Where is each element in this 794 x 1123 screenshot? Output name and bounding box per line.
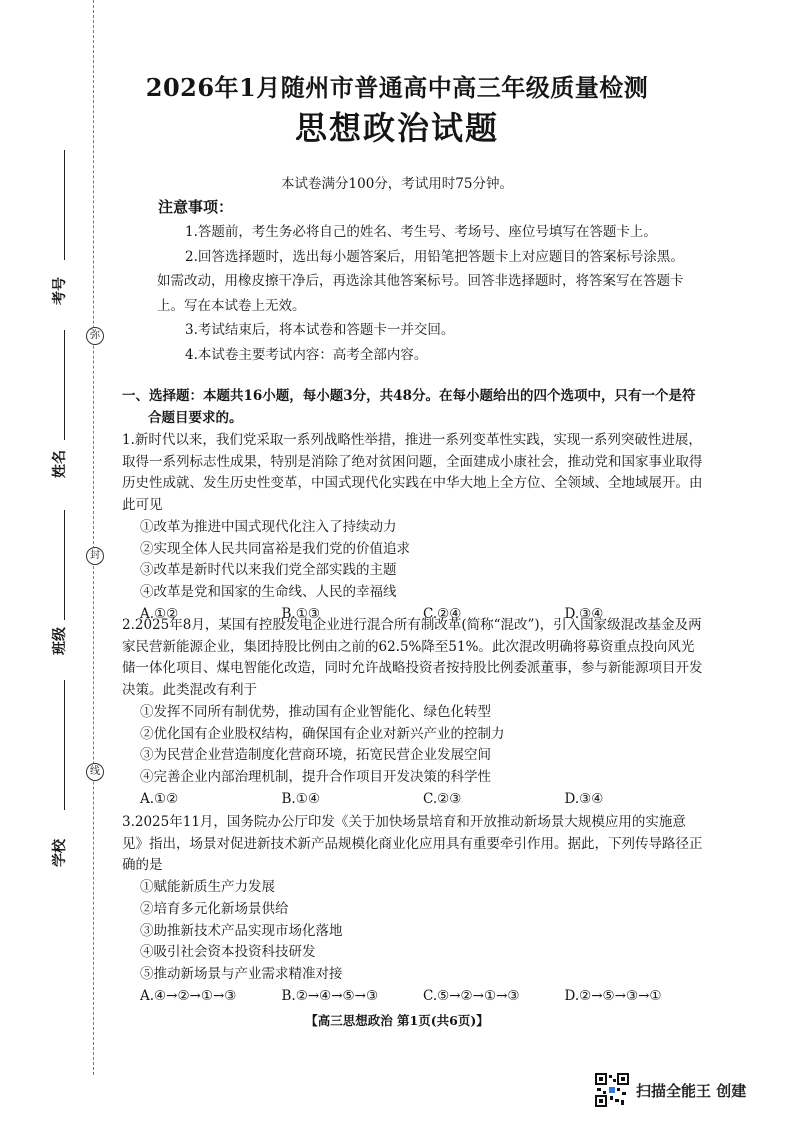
section-heading [122, 385, 702, 429]
name-write-line [64, 330, 66, 440]
seal-xian: 线 [86, 763, 104, 781]
question-option: ③助推新技术产品实现市场化落地 [140, 922, 343, 939]
choice-c: C.⑤→②→①→③ [423, 987, 520, 1004]
side-label-class: 班级 [52, 627, 68, 655]
choice-b: B.①④ [281, 790, 320, 807]
seal-feng: 封 [86, 547, 104, 565]
question-option: ①改革为推进中国式现代化注入了持续动力 [140, 518, 397, 535]
choice-d: D.②→⑤→③→① [564, 987, 662, 1004]
question-stem: 1.新时代以来，我们党采取一系列战略性举措，推进一系列变革性实践，实现一系列突破性进展，取得一系列标志性成果，特别是消除了绝对贫困问题，全面建成小康社会，推动党和国家事业取得历史性成就、发生历史性变革，中国式现代化实践在中华大地上全方位、全领域、全地域展开。由此可见 [122, 432, 703, 514]
question-option: ④改革是党和国家的生命线、人民的幸福线 [140, 583, 397, 600]
scanner-brand-text: 扫描全能王 创建 [636, 1082, 747, 1100]
question-option: ②实现全体人民共同富裕是我们党的价值追求 [140, 540, 410, 557]
school-write-line [64, 680, 66, 810]
notice-list [157, 220, 697, 367]
exam-title: 2026年1月随州市普通高中高三年级质量检测 [145, 73, 649, 102]
notice-item: 3.考试结束后，将本试卷和答题卡一并交回。 [185, 322, 455, 338]
choice-d: D.③④ [564, 790, 604, 807]
choice-a: A.①② [140, 790, 179, 807]
choice-b: B.②→④→⑤→③ [281, 987, 379, 1004]
page-footer: 【高三思想政治 第1页(共6页)】 [305, 1013, 489, 1028]
choice-c: C.②③ [423, 790, 462, 807]
section-heading-line1: 一、选择题：本题共16小题，每小题3分，共48分。在每小题给出的四个选项中，只有一个是符 [122, 388, 696, 404]
question-option: ①发挥不同所有制优势，推动国有企业智能化、绿色化转型 [140, 703, 491, 720]
seal-mi: 弥 [86, 327, 104, 345]
exam-info: 本试卷满分100分，考试用时75分钟。 [281, 176, 513, 192]
binding-dashed-line [93, 0, 95, 1075]
question-stem: 2.2025年8月，某国有控股发电企业进行混合所有制改革(简称“混改”)，引入国家级混改基金及两家民营新能源企业，集团持股比例由之前的62.5%降至51%。此次混改明确将募资重点投向风光储一体化项目、煤电智能化改造，同时允许战略投资者按持股比例委派董事，参与新能源项目开发决策。此类混改有利于 [122, 617, 703, 699]
choice-c: C.②④ [423, 605, 462, 622]
qr-code-icon [595, 1073, 629, 1107]
question-option: ②优化国有企业股权结构，确保国有企业对新兴产业的控制力 [140, 725, 505, 742]
choice-d: D.③④ [564, 605, 604, 622]
section-heading-line2: 合题目要求的。 [148, 410, 243, 426]
question-option: ③为民营企业营造制度化营商环境，拓宽民营企业发展空间 [140, 747, 491, 764]
notice-item: 2.回答选择题时，选出每小题答案后，用铅笔把答题卡上对应题目的答案标号涂黑。如需改动，用橡皮擦干净后，再选涂其他答案标号。回答非选择题时，将答案写在答题卡上。写在本试卷上无效。 [157, 248, 684, 314]
side-label-name: 姓名 [52, 450, 68, 478]
question-option: ①赋能新质生产力发展 [140, 879, 275, 896]
kaohao-write-line [64, 150, 66, 260]
choice-b: B.①③ [281, 605, 320, 622]
subject-title: 思想政治试题 [294, 109, 499, 147]
question-option: ④完善企业内部治理机制，提升合作项目开发决策的科学性 [140, 768, 491, 785]
question-option: ③改革是新时代以来我们党全部实践的主题 [140, 562, 397, 579]
side-label-school: 学校 [52, 839, 68, 867]
notice-item: 1.答题前，考生务必将自己的姓名、考生号、考场号、座位号填写在答题卡上。 [185, 224, 657, 240]
choice-a: A.④→②→①→③ [140, 987, 237, 1004]
question-1 [122, 430, 706, 625]
class-write-line [64, 510, 66, 620]
choice-a: A.①② [140, 605, 179, 622]
answer-choices [122, 986, 706, 1008]
answer-choices [122, 789, 706, 811]
notice-item: 4.本试卷主要考试内容：高考全部内容。 [185, 346, 428, 363]
side-label-kaohao: 考号 [52, 277, 68, 305]
question-2 [122, 615, 706, 810]
question-3 [122, 812, 706, 1007]
question-option: ④吸引社会资本投资科技研发 [140, 944, 316, 961]
notice-title: 注意事项： [158, 198, 234, 216]
question-option: ②培育多元化新场景供给 [140, 900, 289, 917]
question-option: ⑤推动新场景与产业需求精准对接 [140, 965, 343, 982]
question-stem: 3.2025年11月，国务院办公厅印发《关于加快场景培育和开放推动新场景大规模应用的实施意见》指出，场景对促进新技术新产品规模化商业化应用具有重要牵引作用。据此，下列传导路径正确的是 [122, 814, 703, 874]
